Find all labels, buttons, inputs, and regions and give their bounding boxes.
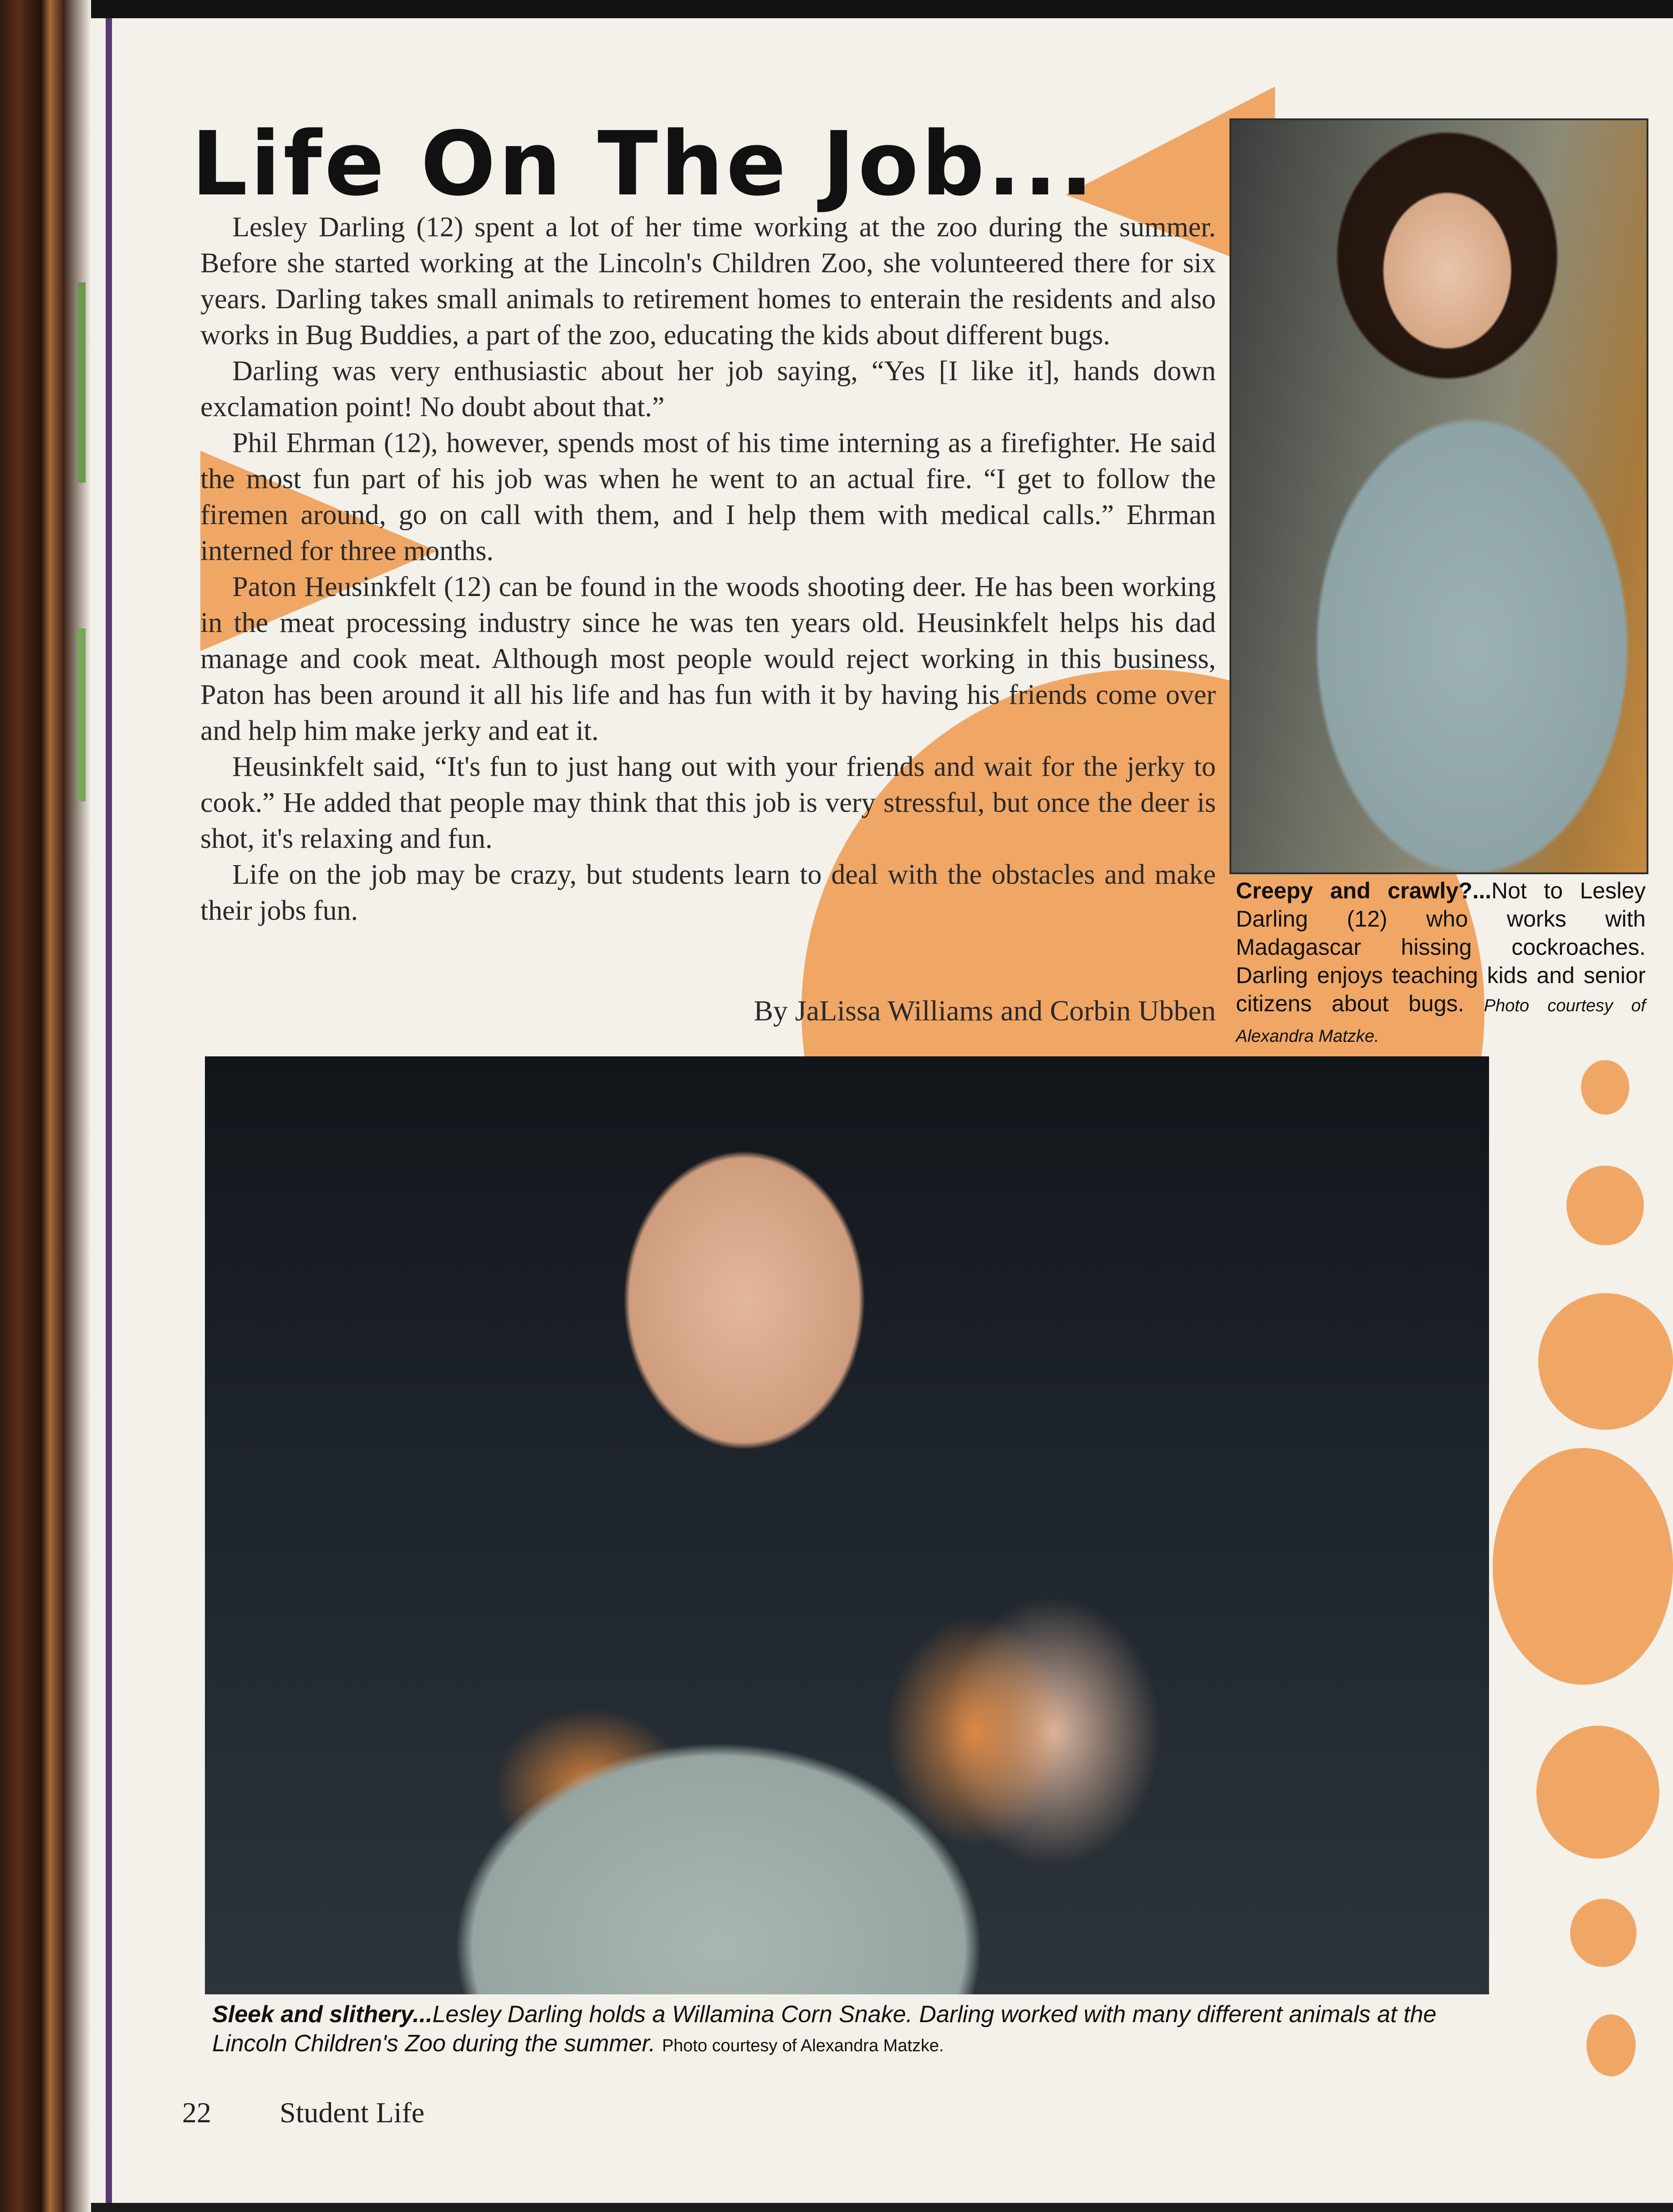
photo-woman-with-cockroach (1229, 118, 1648, 874)
article-paragraph: Phil Ehrman (12), however, spends most of his time interning as a firefighter. He said the most fun part of his job was when he went to an actual fire. “I get to follow the firemen around, go on call with them, and I help them with medical calls.” Ehrman interned for three months. (200, 428, 1216, 566)
photo-credit: Photo courtesy of Alexandra Matzke. (662, 2036, 944, 2055)
top-border (91, 0, 1673, 18)
photo-credit: Photo courtesy of Alexandra Matzke. (1236, 996, 1646, 1046)
article-paragraph: Paton Heusinkfelt (12) can be found in the woods shooting deer. He has been working in the meat processing industry since he was ten years old. Heusinkfelt helps his dad manage and cook meat. Although most people would reject working in this business, Paton has been around it all his life and has fun with it by having his friends come over and help him make jerky and eat it. (200, 571, 1216, 746)
article-paragraph: Heusinkfelt said, “It's fun to just hang out with your friends and wait for the jerky to cook.” He added that people may think that this job is very stressful, but once the deer is shot, it's relaxing and fun. (200, 751, 1216, 854)
caption-lead: Creepy and crawly?... (1236, 878, 1492, 903)
photo-woman-with-corn-snake (205, 1056, 1489, 1994)
decorative-orange-dot (1581, 1060, 1629, 1115)
page-folio (182, 2095, 729, 2131)
binding-edge-stripe (106, 0, 112, 2212)
caption-text: Lesley Darling holds a Willamina Corn Snake. Darling worked with many different animals at the Lincoln Children's Zoo during the summer. (212, 2001, 1437, 2057)
decorative-orange-dot (1536, 1726, 1659, 1859)
bottom-border (91, 2203, 1673, 2212)
photo-caption-top (1236, 877, 1646, 1046)
article-paragraph: Darling was very enthusiastic about her job saying, “Yes [I like it], hands down exclamation point! No doubt about that.” (200, 356, 1216, 423)
decorative-orange-dot (1538, 1293, 1673, 1430)
page-number: 22 (182, 2096, 211, 2129)
decorative-orange-dot (1570, 1899, 1637, 1967)
article-paragraph: Lesley Darling (12) spent a lot of her time working at the zoo during the summer. Before she started working at the Lincoln's Children Zoo, she volunteered there for six years. Darling takes small animals to retirement homes to enterain the residents and also works in Bug Buddies, a part of the zoo, educating the kids about different bugs. (200, 212, 1216, 351)
binding-edge-accent (77, 628, 86, 801)
section-name: Student Life (280, 2096, 425, 2129)
caption-lead: Sleek and slithery... (212, 2001, 433, 2028)
byline: By JaLissa Williams and Corbin Ubben (754, 994, 1216, 1027)
binding-edge-accent (77, 282, 86, 483)
article-body (200, 209, 1216, 929)
article-paragraph: Life on the job may be crazy, but students learn to deal with the obstacles and make their jobs fun. (200, 859, 1216, 926)
decorative-orange-dot (1566, 1166, 1644, 1245)
headline: Life On The Job... (191, 112, 1097, 215)
photo-caption-main (212, 2000, 1496, 2060)
decorative-orange-dot (1586, 2014, 1636, 2076)
caption-text: Not to Lesley Darling (12) who works with Madagascar hissing cockroaches. Darling enjoys teaching kids and senior citizens about bugs. (1236, 878, 1646, 1016)
decorative-orange-dot (1493, 1448, 1673, 1685)
